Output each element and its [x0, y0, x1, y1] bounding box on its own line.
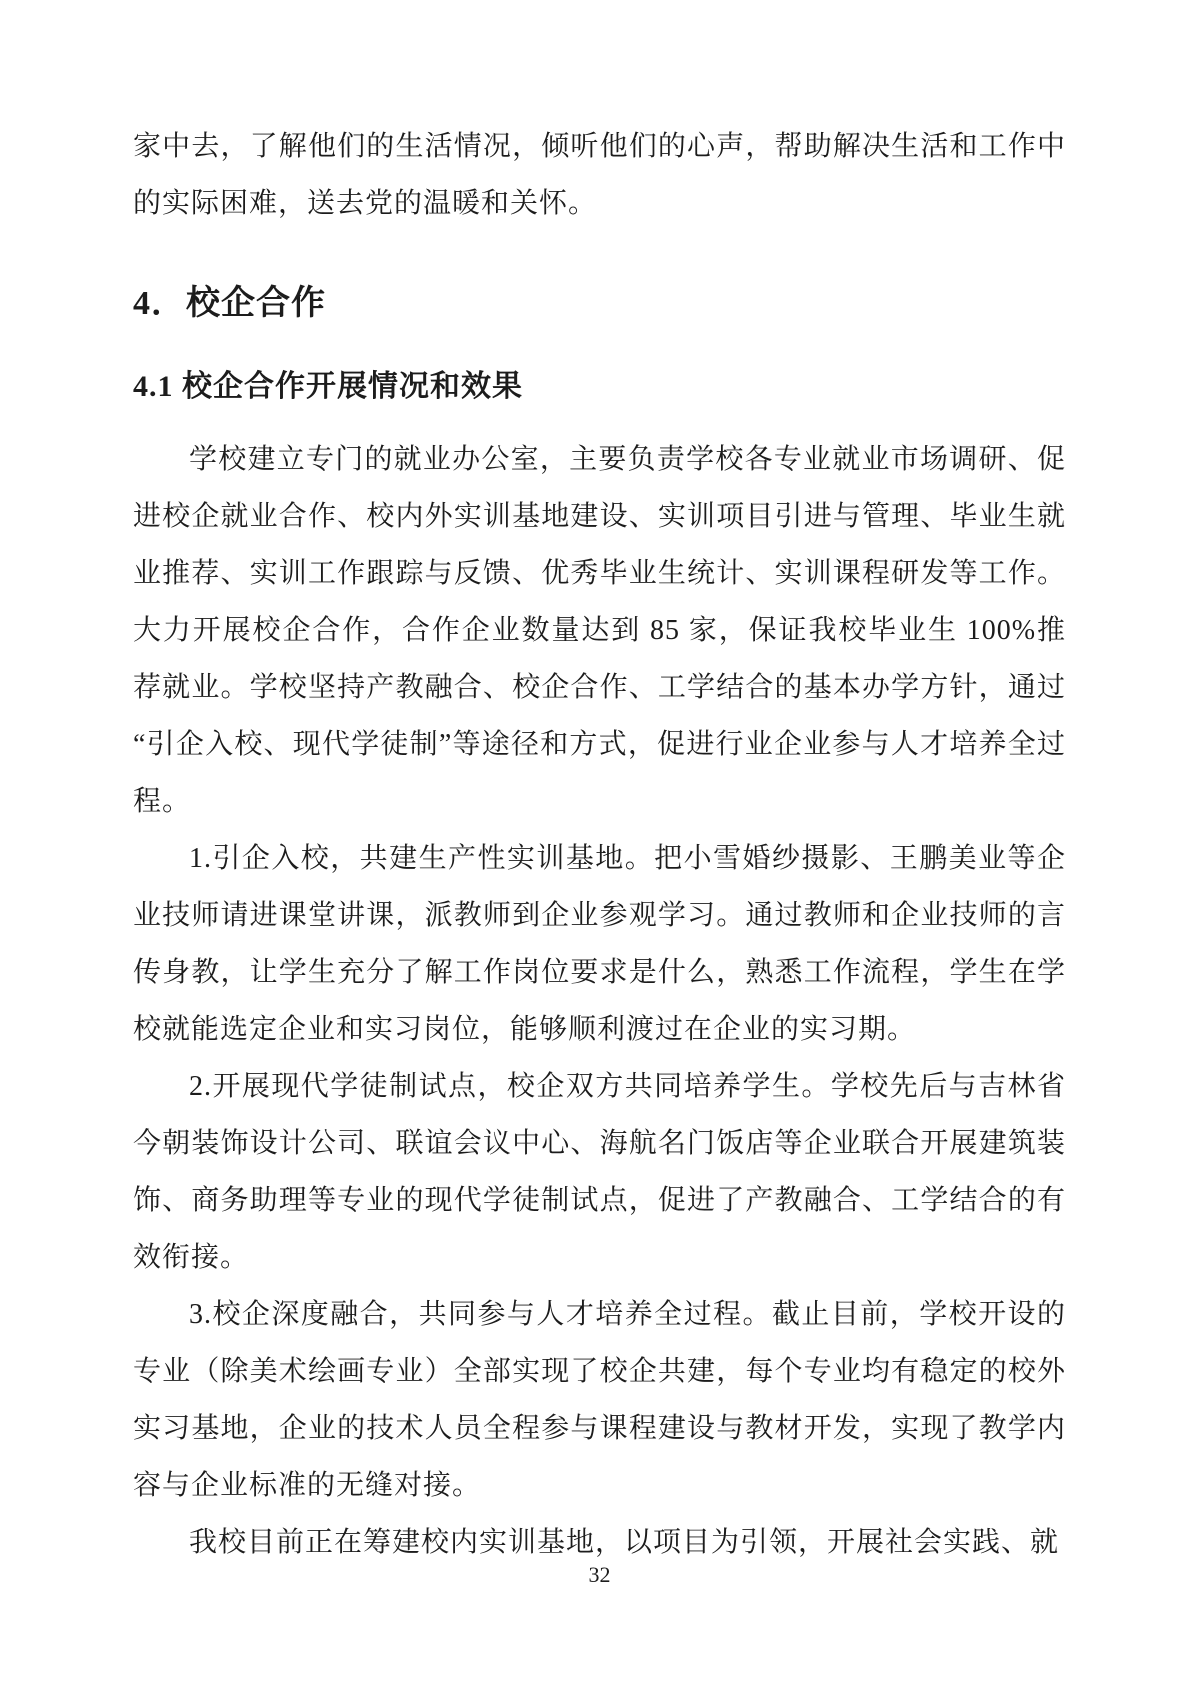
- paragraph-item-1: 1.引企入校，共建生产性实训基地。把小雪婚纱摄影、王鹏美业等企业技师请进课堂讲课，派教师到企业参观学习。通过教师和企业技师的言传身教，让学生充分了解工作岗位要求是什么，熟悉工作流程，学生在学校就能选定企业和实习岗位，能够顺利渡过在企业的实习期。: [133, 842, 1066, 1045]
- subsection-heading: 4.1 校企合作开展情况和效果: [133, 369, 523, 403]
- page-footer: [0, 1562, 1199, 1588]
- page-number: 32: [588, 1562, 611, 1587]
- paragraph-item-2: 2.开展现代学徒制试点，校企双方共同培养学生。学校先后与吉林省今朝装饰设计公司、联谊会议中心、海航名门饭店等企业联合开展建筑装饰、商务助理等专业的现代学徒制试点，促进了产教融合、工学结合的有效衔接。: [133, 1070, 1066, 1273]
- document-content: [133, 118, 1066, 1571]
- section-heading: 4．校企合作: [133, 285, 326, 322]
- paragraph-closing: 我校目前正在筹建校内实训基地，以项目为引领，开展社会实践、就: [189, 1526, 1060, 1558]
- carryover-paragraph: 家中去，了解他们的生活情况，倾听他们的心声，帮助解决生活和工作中的实际困难，送去党的温暖和关怀。: [133, 131, 1066, 219]
- paragraph-item-3: 3.校企深度融合，共同参与人才培养全过程。截止目前，学校开设的专业（除美术绘画专业）全部实现了校企共建，每个专业均有稳定的校外实习基地，企业的技术人员全程参与课程建设与教材开发，实现了教学内容与企业标准的无缝对接。: [133, 1298, 1066, 1501]
- paragraph-overview: 学校建立专门的就业办公室，主要负责学校各专业就业市场调研、促进校企就业合作、校内外实训基地建设、实训项目引进与管理、毕业生就业推荐、实训工作跟踪与反馈、优秀毕业生统计、实训课程研发等工作。大力开展校企合作，合作企业数量达到 85 家，保证我校毕业生 100%推荐就业。学校坚持产教融合、校企合作、工学结合的基本办学方针，通过“引企入校、现代学徒制”等途径和方式，促进行业企业参与人才培养全过程。: [133, 443, 1066, 817]
